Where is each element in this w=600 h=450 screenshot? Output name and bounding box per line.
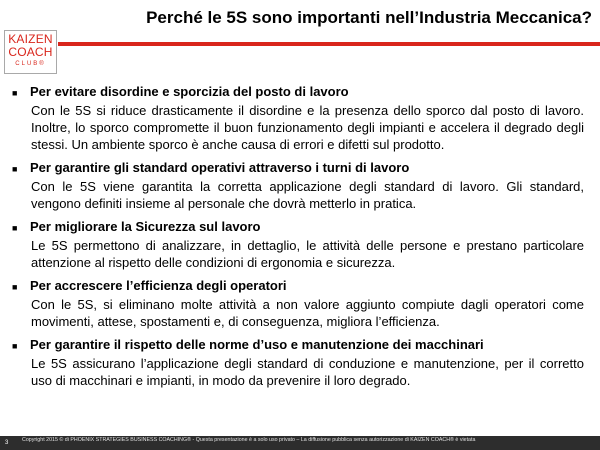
- footer-bar: [0, 436, 600, 450]
- logo-text-kaizen: KAIZEN: [8, 32, 53, 46]
- bullet-body: Le 5S permettono di analizzare, in dettaglio, le attività delle persone e prestano particolare attenzione al rispetto delle condizioni di ergonomia e sicurezza.: [31, 238, 584, 270]
- bullet-item-2: [12, 159, 584, 212]
- bullet-heading: Per accrescere l’efficienza degli operatori: [30, 278, 287, 293]
- bullet-item-5: [12, 336, 584, 389]
- logo-text-club: CLUB®: [15, 61, 46, 67]
- page-number: 3: [5, 440, 9, 446]
- logo: [4, 30, 57, 74]
- bullet-heading: Per garantire gli standard operativi attraverso i turni di lavoro: [30, 160, 410, 175]
- slide-content: [12, 83, 584, 395]
- bullet-body: Con le 5S si riduce drasticamente il disordine e la presenza dello sporco dal posto di lavoro. Inoltre, lo sporco compromette il buon funzionamento degli impianti e accelera il degrado degli stessi. Un ambiente sporco è anche causa di errori e difetti sul prodotto.: [31, 103, 584, 152]
- slide-title: Perché le 5S sono importanti nell’Industria Meccanica?: [146, 8, 592, 27]
- bullet-heading: Per migliorare la Sicurezza sul lavoro: [30, 219, 261, 234]
- bullet-body: Le 5S assicurano l’applicazione degli standard di conduzione e manutenzione, per il corretto uso di macchinari e impianti, in modo da prevenire il loro degrado.: [31, 356, 584, 388]
- square-bullet-icon: ■: [12, 341, 18, 351]
- bullet-item-1: [12, 83, 584, 153]
- bullet-heading: Per evitare disordine e sporcizia del posto di lavoro: [30, 84, 349, 99]
- bullet-item-4: [12, 277, 584, 330]
- bullet-body: Con le 5S, si eliminano molte attività a non valore aggiunto compiute dagli operatori come movimenti, attese, spostamenti e, di conseguenza, migliora l’efficienza.: [31, 297, 584, 329]
- logo-text-coach: COACH: [8, 45, 53, 59]
- bullet-item-3: [12, 218, 584, 271]
- square-bullet-icon: ■: [12, 164, 18, 174]
- square-bullet-icon: ■: [12, 88, 18, 98]
- bullet-body: Con le 5S viene garantita la corretta applicazione degli standard di lavoro. Gli standard, vengono definiti insieme al personale che dovrà metterlo in pratica.: [31, 179, 584, 211]
- square-bullet-icon: ■: [12, 282, 18, 292]
- copyright-notice: Copyright 2015 © di PHOENIX STRATEGIES BUSINESS COACHING® - Questa presentazione è a solo uso privato – La diffusione pubblica senza autorizzazione di KAIZEN COACH® è vietata: [22, 437, 476, 443]
- bullet-heading: Per garantire il rispetto delle norme d’uso e manutenzione dei macchinari: [30, 337, 484, 352]
- square-bullet-icon: ■: [12, 223, 18, 233]
- title-accent-bar: [58, 42, 600, 46]
